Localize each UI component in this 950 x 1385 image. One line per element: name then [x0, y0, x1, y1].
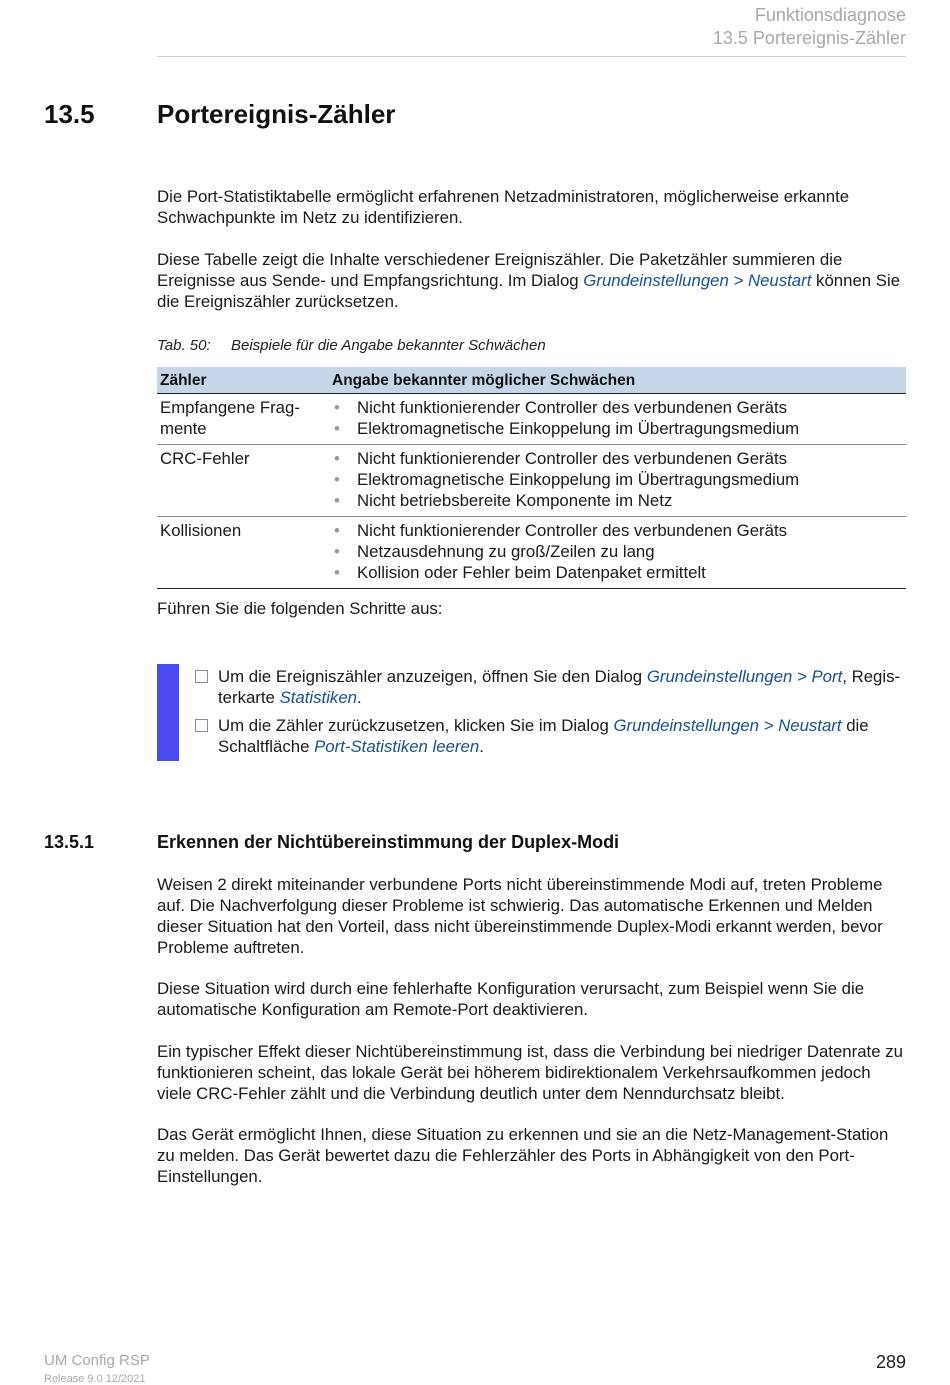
step-text-b: die Schaltfläche [218, 716, 869, 756]
list-item [332, 562, 903, 583]
list-item [332, 469, 903, 490]
instruction-step-2 [195, 715, 907, 757]
counter-label: Kollisionen [160, 521, 242, 540]
bullet-icon: • [334, 521, 340, 540]
link-grundeinstellungen-neustart[interactable]: Grundeinstellungen > Neustart [583, 271, 812, 290]
weakness-table [157, 367, 906, 589]
list-item-text: Nicht funktionierender Controller des verbundenen Geräts [357, 521, 788, 540]
table-row [157, 445, 906, 517]
checkbox-icon [195, 670, 208, 683]
section-title: Portereignis-Zähler [157, 99, 396, 129]
table-cell-counter [157, 394, 329, 445]
section-number: 13.5 [44, 99, 95, 129]
list-item [332, 448, 903, 469]
counter-label: Empfangene Frag-mente [160, 398, 300, 438]
list-item-text: Elektromagnetische Einkoppelung im Übertragungsmedium [357, 419, 800, 438]
bullet-icon: • [334, 542, 340, 561]
intro-p2-text-b: können Sie die Ereigniszähler zurücksetzen. [157, 271, 901, 311]
step-text [195, 715, 907, 757]
weakness-list [332, 448, 903, 511]
table-row [157, 394, 906, 445]
footer-release: Release 9.0 12/2021 [44, 1373, 146, 1385]
header-rule [157, 56, 906, 57]
list-item-text: Kollision oder Fehler beim Datenpaket ermittelt [357, 563, 706, 582]
table-caption [157, 337, 546, 354]
subsection-number: 13.5.1 [44, 832, 95, 852]
steps-intro: Führen Sie die folgenden Schritte aus: [157, 599, 443, 618]
step-text [195, 666, 907, 708]
link-statistiken[interactable]: Statistiken [279, 688, 357, 707]
weakness-list [332, 397, 903, 439]
bullet-icon: • [334, 563, 340, 582]
step-text-b: , Regis-terkarte [218, 667, 901, 707]
table-cell-weaknesses [329, 517, 906, 589]
table-header-weaknesses: Angabe bekannter möglicher Schwächen [329, 367, 906, 394]
intro-p2-text-a: Diese Tabelle zeigt die Inhalte verschiedener Ereigniszähler. Die Paketzähler summieren die Ereignisse aus Sende- und Empfangsrichtung. Im Dialog [157, 250, 843, 290]
list-item-text: Netzausdehnung zu groß/Zeilen zu lang [357, 542, 655, 561]
link-grundeinstellungen-neustart[interactable]: Grundeinstellungen > Neustart [613, 716, 842, 735]
table-cell-weaknesses [329, 445, 906, 517]
table-header-row [157, 367, 906, 394]
instruction-block [157, 664, 907, 761]
table-cell-counter [157, 445, 329, 517]
bullet-icon: • [334, 398, 340, 417]
list-item-text: Nicht funktionierender Controller des verbundenen Geräts [357, 449, 788, 468]
body-paragraph-4: Das Gerät ermöglicht Ihnen, diese Situation zu erkennen und sie an die Netz-Management-Station zu melden. Das Gerät bewertet dazu die Fehlerzähler des Ports in Abhängigkeit von den Port-Einstellungen. [157, 1125, 889, 1186]
bullet-icon: • [334, 449, 340, 468]
list-item [332, 418, 903, 439]
table-header-counter: Zähler [157, 367, 329, 394]
list-item-text: Nicht betriebsbereite Komponente im Netz [357, 491, 673, 510]
footer-document-title: UM Config RSP [44, 1352, 150, 1369]
list-item-text: Elektromagnetische Einkoppelung im Übertragungsmedium [357, 470, 800, 489]
weakness-list [332, 520, 903, 583]
table-caption-text: Beispiele für die Angabe bekannter Schwächen [231, 337, 546, 354]
intro-paragraph-1: Die Port-Statistiktabelle ermöglicht erfahrenen Netzadministratoren, möglicherweise erkannte Schwachpunkte im Netz zu identifizieren. [157, 187, 850, 227]
list-item-text: Nicht funktionierender Controller des verbundenen Geräts [357, 398, 788, 417]
table-cell-counter [157, 517, 329, 589]
bullet-icon: • [334, 419, 340, 438]
step-text-a: Um die Ereigniszähler anzuzeigen, öffnen Sie den Dialog [218, 667, 647, 686]
step-text-c: . [479, 737, 484, 756]
instruction-marker-bar [157, 664, 179, 761]
list-item [332, 541, 903, 562]
link-port-statistiken-leeren[interactable]: Port-Statistiken leeren [314, 737, 480, 756]
running-header [713, 4, 906, 50]
instruction-step-1 [195, 666, 907, 708]
counter-label: CRC-Fehler [160, 449, 250, 468]
body-paragraph-1: Weisen 2 direkt miteinander verbundene Ports nicht übereinstimmende Modi auf, treten Probleme auf. Die Nachverfolgung dieser Probleme ist schwierig. Das automatische Erkennen und Melden dieser Situation hat den Vorteil, dass nicht übereinstimmende Duplex-Modi erkannt werden, bevor Probleme auftreten. [157, 875, 883, 957]
step-text-c: . [356, 688, 362, 707]
body-paragraph-3: Ein typischer Effekt dieser Nichtübereinstimmung ist, dass die Verbindung bei niedriger Datenrate zu funktionieren scheint, das lokale Gerät bei höherem bidirektionalem Verkehrsaufkommen jedoch viele CRC-Fehler zählt und die Verbindung deutlich unter dem Nenndurchsatz bleibt. [157, 1042, 903, 1103]
table-caption-label: Tab. 50: [157, 337, 211, 354]
bullet-icon: • [334, 470, 340, 489]
checkbox-icon [195, 719, 208, 732]
page-number: 289 [875, 1352, 906, 1372]
step-text-a: Um die Zähler zurückzusetzen, klicken Sie im Dialog [218, 716, 614, 735]
link-grundeinstellungen-port[interactable]: Grundeinstellungen > Port [646, 667, 843, 686]
running-header-section: 13.5 Portereignis-Zähler [712, 28, 906, 48]
body-paragraph-2: Diese Situation wird durch eine fehlerhafte Konfiguration verursacht, zum Beispiel wenn Sie die automatische Konfiguration am Remote-Port deaktivieren. [157, 979, 865, 1019]
list-item [332, 490, 903, 511]
running-header-chapter: Funktionsdiagnose [754, 5, 906, 25]
subsection-title: Erkennen der Nichtübereinstimmung der Duplex-Modi [157, 832, 620, 852]
bullet-icon: • [334, 491, 340, 510]
list-item [332, 397, 903, 418]
list-item [332, 520, 903, 541]
intro-paragraph-2 [157, 249, 907, 312]
table-row [157, 517, 906, 589]
table-cell-weaknesses [329, 394, 906, 445]
